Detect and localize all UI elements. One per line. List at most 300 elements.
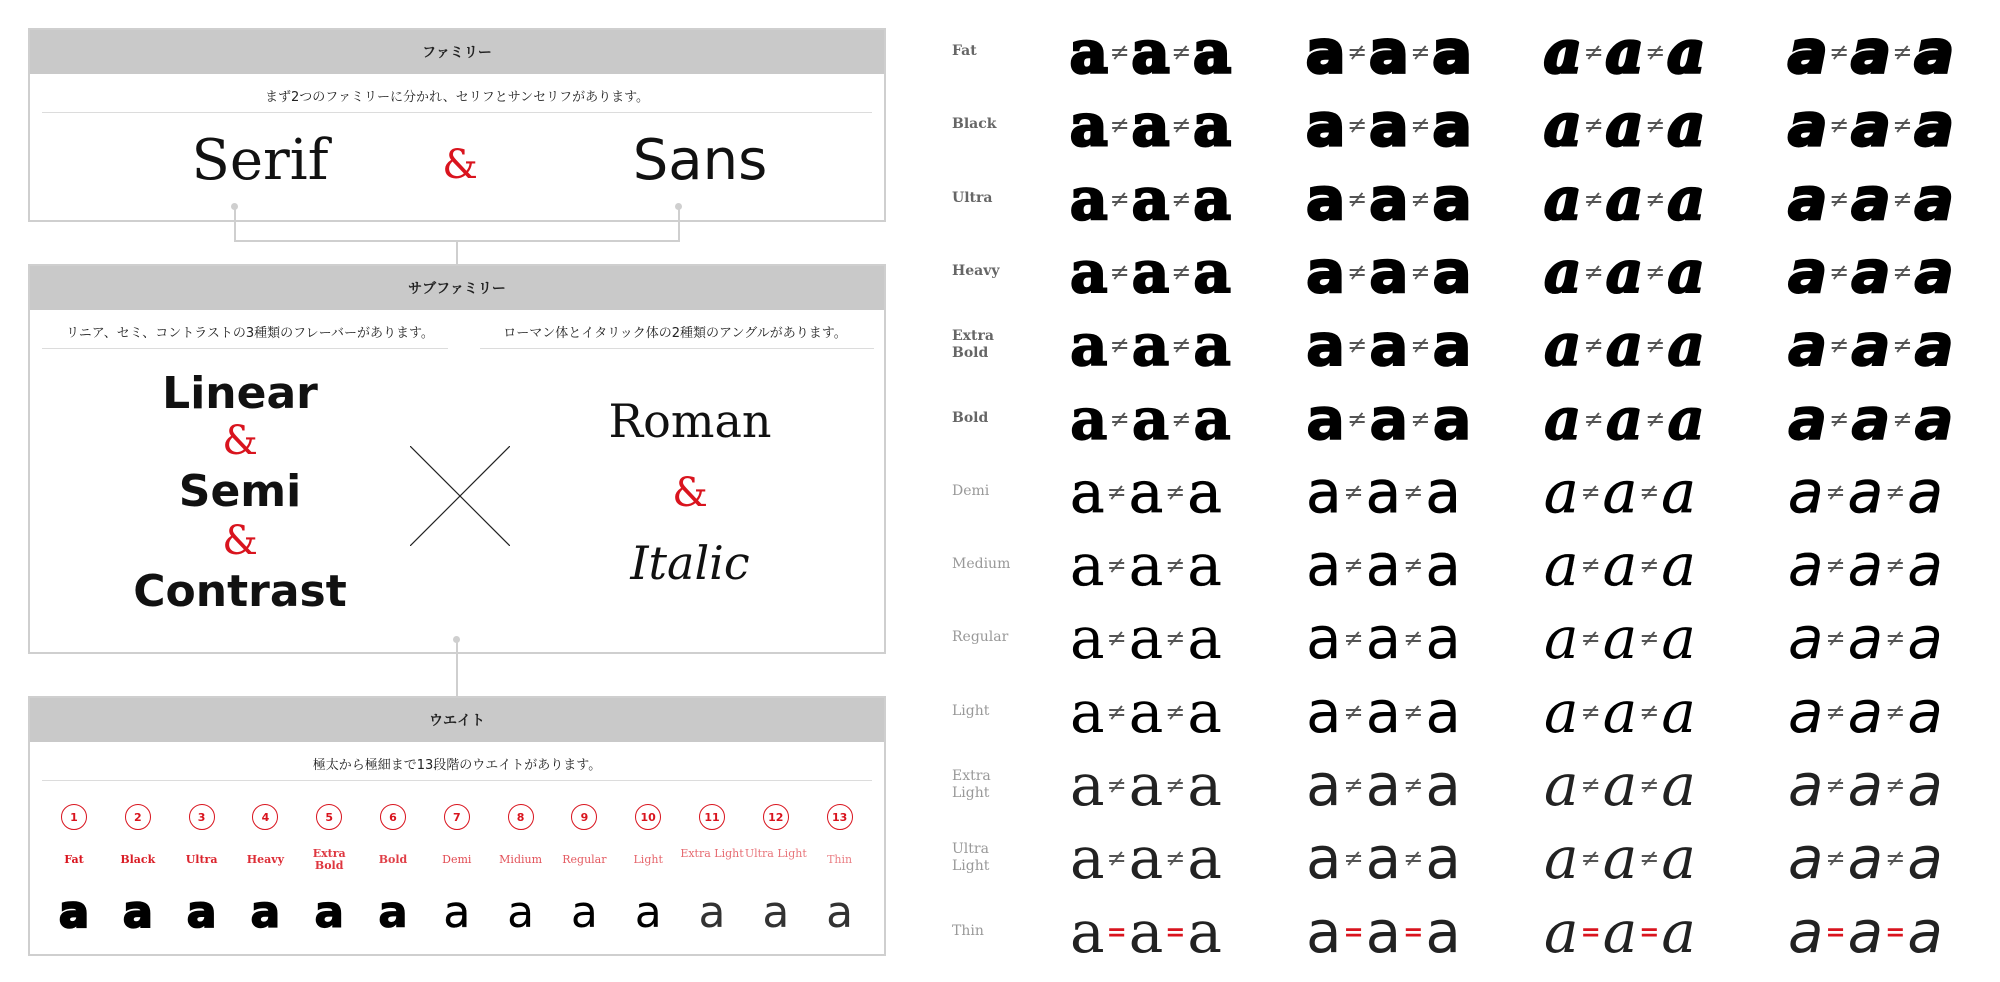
not-equal-sign: ≠ (1171, 111, 1192, 140)
glyph-comparison (1070, 311, 1231, 380)
glyph-comparison (1544, 751, 1696, 819)
glyph-a: a (1847, 457, 1884, 526)
glyph-a: a (1602, 751, 1638, 819)
glyph-comparison (1306, 531, 1461, 600)
weight-label: Regular (562, 853, 607, 866)
glyph-a: a (1425, 751, 1461, 819)
not-equal-sign: ≠ (1403, 697, 1424, 726)
weight-divider (42, 780, 872, 781)
not-equal-sign: ≠ (1106, 844, 1127, 873)
weight-number: 12 (763, 804, 789, 830)
glyph-comparison (1070, 237, 1231, 306)
weight-row-label: Light (952, 702, 990, 719)
connector-line (456, 240, 458, 266)
glyph-comparison (1306, 824, 1461, 893)
glyph-a: a (1306, 604, 1342, 673)
flavor-ampersand: & (222, 418, 258, 464)
not-equal-sign: ≠ (1885, 697, 1906, 726)
not-equal-sign: ≠ (1885, 771, 1906, 799)
glyph-a: a (1187, 457, 1222, 526)
not-equal-sign: ≠ (1639, 477, 1660, 506)
glyph-a: a (1788, 18, 1828, 86)
not-equal-sign: ≠ (1343, 771, 1364, 799)
not-equal-sign: ≠ (1580, 477, 1601, 506)
flavor-ampersand: & (222, 518, 258, 564)
glyph-a: a (1187, 897, 1222, 966)
glyph-a: a (1070, 751, 1105, 819)
glyph-a: a (1306, 91, 1346, 160)
glyph-a: a (1544, 897, 1579, 966)
glyph-a: a (1306, 164, 1346, 233)
glyph-comparison (1544, 531, 1696, 600)
glyph-a: a (1306, 457, 1342, 526)
glyph-a: a (1070, 897, 1105, 966)
not-equal-sign: ≠ (1106, 477, 1127, 506)
not-equal-sign: ≠ (1410, 257, 1431, 286)
glyph-a: a (1365, 751, 1402, 819)
equals-sign: = (1403, 917, 1424, 946)
glyph-comparison (1788, 604, 1943, 673)
glyph-a: a (1070, 18, 1108, 86)
glyph-comparison (1306, 677, 1461, 746)
glyph-comparison (1306, 457, 1461, 526)
glyph-a: a (1187, 531, 1222, 600)
glyph-a: a (1128, 751, 1164, 819)
weight-glyph: a (378, 887, 408, 938)
glyph-comparison (1544, 164, 1705, 233)
flavor-divider (42, 348, 448, 349)
weight-row-label: Extra Bold (952, 328, 994, 362)
glyph-a: a (1425, 604, 1461, 673)
glyph-a: a (1070, 91, 1108, 160)
weight-glyph: a (634, 887, 662, 938)
glyph-a: a (1667, 164, 1705, 233)
connector-line (678, 207, 680, 241)
not-equal-sign: ≠ (1645, 38, 1666, 66)
glyph-a: a (1661, 897, 1696, 966)
glyph-a: a (1544, 164, 1582, 233)
glyph-comparison (1070, 457, 1222, 526)
not-equal-sign: ≠ (1410, 38, 1431, 66)
not-equal-sign: ≠ (1171, 184, 1192, 213)
glyph-comparison (1306, 237, 1472, 306)
glyph-a: a (1667, 91, 1705, 160)
glyph-a: a (1131, 311, 1170, 380)
glyph-a: a (1070, 824, 1105, 893)
glyph-a: a (1544, 531, 1579, 600)
glyph-a: a (1847, 824, 1884, 893)
glyph-comparison (1544, 824, 1696, 893)
glyph-comparison (1788, 824, 1943, 893)
flavor-description: リニア、セミ、コントラストの3種類のフレーバーがあります。 (66, 326, 434, 341)
glyph-a: a (1365, 824, 1402, 893)
not-equal-sign: ≠ (1583, 331, 1604, 360)
weight-label: Black (120, 853, 156, 866)
glyph-comparison (1788, 457, 1943, 526)
not-equal-sign: ≠ (1825, 844, 1846, 873)
glyph-a: a (1432, 91, 1472, 160)
glyph-a: a (1306, 824, 1342, 893)
glyph-comparison (1544, 384, 1705, 453)
glyph-a: a (1306, 311, 1346, 380)
glyph-a: a (1907, 677, 1943, 746)
weight-number: 11 (699, 804, 725, 830)
glyph-a: a (1788, 897, 1824, 966)
semi-label: Semi (178, 466, 302, 517)
glyph-a: a (1907, 824, 1943, 893)
glyph-a: a (1667, 311, 1705, 380)
glyph-a: a (1070, 604, 1105, 673)
glyph-a: a (1907, 897, 1943, 966)
weight-glyph: a (59, 887, 89, 938)
glyph-a: a (1128, 457, 1164, 526)
subfamily-panel (28, 264, 886, 654)
glyph-a: a (1788, 311, 1828, 380)
glyph-a: a (1851, 237, 1891, 306)
not-equal-sign: ≠ (1645, 404, 1666, 433)
not-equal-sign: ≠ (1410, 184, 1431, 213)
glyph-a: a (1369, 384, 1409, 453)
not-equal-sign: ≠ (1825, 771, 1846, 799)
sans-label: Sans (632, 128, 768, 193)
weight-row-label: Ultra (952, 189, 993, 206)
weight-row-label: Ultra Light (952, 841, 990, 875)
equals-sign: = (1343, 917, 1364, 946)
subfamily-heading: サブファミリー (30, 266, 884, 310)
glyph-a: a (1432, 164, 1472, 233)
glyph-a: a (1605, 91, 1644, 160)
glyph-comparison (1544, 897, 1696, 966)
glyph-a: a (1131, 91, 1170, 160)
contrast-label: Contrast (133, 566, 347, 617)
not-equal-sign: ≠ (1165, 551, 1186, 580)
glyph-a: a (1661, 677, 1696, 746)
glyph-a: a (1544, 237, 1582, 306)
serif-label: Serif (191, 128, 329, 193)
weight-number: 8 (508, 804, 534, 830)
glyph-a: a (1070, 164, 1108, 233)
not-equal-sign: ≠ (1829, 257, 1850, 286)
glyph-a: a (1602, 677, 1638, 746)
glyph-a: a (1187, 824, 1222, 893)
glyph-a: a (1193, 18, 1231, 86)
glyph-comparison (1788, 164, 1954, 233)
glyph-comparison (1306, 897, 1461, 966)
glyph-a: a (1131, 237, 1170, 306)
not-equal-sign: ≠ (1885, 477, 1906, 506)
not-equal-sign: ≠ (1106, 697, 1127, 726)
equals-sign: = (1639, 917, 1660, 946)
weight-number: 10 (635, 804, 661, 830)
not-equal-sign: ≠ (1410, 404, 1431, 433)
weight-glyph: a (122, 887, 153, 938)
angle-ampersand: & (672, 470, 708, 516)
glyph-a: a (1369, 164, 1409, 233)
angle-divider (480, 348, 874, 349)
weight-glyph: a (443, 887, 471, 938)
glyph-a: a (1432, 18, 1472, 86)
not-equal-sign: ≠ (1645, 257, 1666, 286)
not-equal-sign: ≠ (1580, 771, 1601, 799)
weight-label: Midium (499, 853, 543, 866)
not-equal-sign: ≠ (1639, 551, 1660, 580)
not-equal-sign: ≠ (1885, 624, 1906, 653)
not-equal-sign: ≠ (1347, 331, 1368, 360)
glyph-comparison (1544, 311, 1705, 380)
not-equal-sign: ≠ (1825, 477, 1846, 506)
weight-row-label: Heavy (952, 262, 1000, 279)
angle-description: ローマン体とイタリック体の2種類のアングルがあります。 (503, 326, 847, 341)
not-equal-sign: ≠ (1165, 477, 1186, 506)
glyph-a: a (1425, 677, 1461, 746)
glyph-a: a (1369, 18, 1409, 86)
not-equal-sign: ≠ (1410, 331, 1431, 360)
family-description: まず2つのファミリーに分かれ、セリフとサンセリフがあります。 (264, 90, 650, 105)
glyph-comparison (1306, 311, 1472, 380)
not-equal-sign: ≠ (1580, 624, 1601, 653)
not-equal-sign: ≠ (1347, 257, 1368, 286)
weight-glyph: a (762, 887, 790, 938)
glyph-a: a (1788, 164, 1828, 233)
glyph-comparison (1788, 237, 1954, 306)
not-equal-sign: ≠ (1403, 624, 1424, 653)
not-equal-sign: ≠ (1639, 697, 1660, 726)
glyph-a: a (1788, 237, 1828, 306)
glyph-comparison (1544, 604, 1696, 673)
weight-number: 4 (252, 804, 278, 830)
not-equal-sign: ≠ (1165, 771, 1186, 799)
glyph-a: a (1851, 384, 1891, 453)
glyph-a: a (1128, 897, 1164, 966)
glyph-a: a (1544, 311, 1582, 380)
family-ampersand: & (442, 142, 478, 188)
not-equal-sign: ≠ (1403, 844, 1424, 873)
italic-label: Italic (630, 536, 750, 590)
family-heading: ファミリー (30, 30, 884, 74)
glyph-a: a (1667, 384, 1705, 453)
glyph-a: a (1369, 311, 1409, 380)
glyph-comparison (1788, 531, 1943, 600)
glyph-a: a (1914, 164, 1954, 233)
glyph-a: a (1914, 237, 1954, 306)
glyph-a: a (1544, 824, 1579, 893)
glyph-a: a (1193, 384, 1231, 453)
not-equal-sign: ≠ (1892, 331, 1913, 360)
glyph-a: a (1432, 237, 1472, 306)
weight-glyph: a (507, 887, 535, 938)
weight-glyph: a (186, 887, 217, 938)
glyph-comparison (1306, 164, 1472, 233)
glyph-comparison (1788, 897, 1943, 966)
weight-glyph: a (826, 887, 854, 938)
not-equal-sign: ≠ (1829, 404, 1850, 433)
connector-line (456, 640, 458, 696)
glyph-a: a (1070, 311, 1108, 380)
not-equal-sign: ≠ (1639, 844, 1660, 873)
glyph-a: a (1914, 91, 1954, 160)
not-equal-sign: ≠ (1410, 111, 1431, 140)
glyph-a: a (1788, 824, 1824, 893)
glyph-comparison (1544, 457, 1696, 526)
glyph-a: a (1847, 604, 1884, 673)
glyph-a: a (1851, 18, 1891, 86)
glyph-a: a (1369, 237, 1409, 306)
not-equal-sign: ≠ (1343, 477, 1364, 506)
glyph-a: a (1193, 164, 1231, 233)
weight-number: 9 (571, 804, 597, 830)
glyph-a: a (1306, 897, 1342, 966)
weight-number: 7 (444, 804, 470, 830)
glyph-a: a (1788, 531, 1824, 600)
glyph-comparison (1788, 384, 1954, 453)
glyph-comparison (1788, 677, 1943, 746)
not-equal-sign: ≠ (1825, 551, 1846, 580)
not-equal-sign: ≠ (1829, 38, 1850, 66)
glyph-a: a (1907, 604, 1943, 673)
glyph-comparison (1070, 164, 1231, 233)
glyph-a: a (1131, 384, 1170, 453)
glyph-a: a (1365, 677, 1402, 746)
glyph-a: a (1128, 531, 1164, 600)
glyph-a: a (1131, 164, 1170, 233)
glyph-a: a (1128, 604, 1164, 673)
glyph-a: a (1907, 751, 1943, 819)
weight-row-label: Demi (952, 482, 990, 499)
not-equal-sign: ≠ (1106, 551, 1127, 580)
glyph-a: a (1914, 384, 1954, 453)
glyph-a: a (1602, 457, 1638, 526)
glyph-a: a (1788, 751, 1824, 819)
glyph-comparison (1070, 824, 1222, 893)
not-equal-sign: ≠ (1165, 844, 1186, 873)
not-equal-sign: ≠ (1583, 257, 1604, 286)
glyph-comparison (1070, 677, 1222, 746)
not-equal-sign: ≠ (1645, 331, 1666, 360)
weight-glyph: a (314, 887, 345, 938)
glyph-a: a (1070, 531, 1105, 600)
glyph-a: a (1365, 897, 1402, 966)
not-equal-sign: ≠ (1892, 111, 1913, 140)
not-equal-sign: ≠ (1109, 184, 1130, 213)
glyph-comparison (1070, 531, 1222, 600)
equals-sign: = (1165, 917, 1186, 946)
not-equal-sign: ≠ (1825, 624, 1846, 653)
glyph-a: a (1128, 677, 1164, 746)
weight-label: Fat (64, 853, 84, 866)
glyph-comparison (1788, 91, 1954, 160)
equals-sign: = (1580, 917, 1601, 946)
not-equal-sign: ≠ (1403, 551, 1424, 580)
glyph-a: a (1306, 18, 1346, 86)
weight-number: 3 (189, 804, 215, 830)
glyph-a: a (1306, 384, 1346, 453)
not-equal-sign: ≠ (1580, 551, 1601, 580)
glyph-a: a (1544, 677, 1579, 746)
glyph-comparison (1788, 311, 1954, 380)
not-equal-sign: ≠ (1645, 184, 1666, 213)
glyph-a: a (1306, 531, 1342, 600)
weight-row-label: Bold (952, 409, 989, 426)
weight-label: Demi (442, 853, 472, 866)
glyph-comparison (1070, 751, 1222, 819)
not-equal-sign: ≠ (1347, 184, 1368, 213)
glyph-a: a (1847, 677, 1884, 746)
glyph-a: a (1907, 457, 1943, 526)
roman-label: Roman (608, 394, 772, 448)
not-equal-sign: ≠ (1347, 404, 1368, 433)
glyph-a: a (1788, 384, 1828, 453)
glyph-a: a (1788, 91, 1828, 160)
glyph-comparison (1788, 18, 1954, 86)
glyph-a: a (1914, 18, 1954, 86)
weight-number: 6 (380, 804, 406, 830)
weight-row-label: Fat (952, 43, 977, 59)
glyph-a: a (1369, 91, 1409, 160)
cross-symbol (410, 446, 510, 546)
glyph-a: a (1187, 604, 1222, 673)
glyph-a: a (1365, 457, 1402, 526)
glyph-a: a (1661, 824, 1696, 893)
not-equal-sign: ≠ (1106, 624, 1127, 653)
not-equal-sign: ≠ (1583, 111, 1604, 140)
not-equal-sign: ≠ (1583, 184, 1604, 213)
not-equal-sign: ≠ (1892, 38, 1913, 66)
equals-sign: = (1885, 917, 1906, 946)
glyph-comparison (1306, 751, 1461, 819)
not-equal-sign: ≠ (1343, 551, 1364, 580)
not-equal-sign: ≠ (1580, 697, 1601, 726)
glyph-a: a (1661, 604, 1696, 673)
glyph-a: a (1306, 751, 1342, 819)
weight-number: 5 (316, 804, 342, 830)
glyph-a: a (1425, 457, 1461, 526)
glyph-a: a (1605, 311, 1644, 380)
glyph-comparison (1070, 897, 1222, 966)
not-equal-sign: ≠ (1829, 111, 1850, 140)
glyph-a: a (1605, 384, 1644, 453)
glyph-a: a (1667, 18, 1705, 86)
not-equal-sign: ≠ (1109, 331, 1130, 360)
glyph-comparison (1070, 604, 1222, 673)
weight-glyph: a (570, 887, 598, 938)
not-equal-sign: ≠ (1829, 331, 1850, 360)
not-equal-sign: ≠ (1825, 697, 1846, 726)
weight-row-label: Regular (952, 629, 1009, 646)
glyph-a: a (1128, 824, 1164, 893)
weight-row-label: Medium (952, 556, 1011, 573)
glyph-a: a (1425, 531, 1461, 600)
glyph-a: a (1847, 751, 1884, 819)
glyph-a: a (1914, 311, 1954, 380)
not-equal-sign: ≠ (1165, 624, 1186, 653)
glyph-a: a (1425, 897, 1461, 966)
glyph-a: a (1432, 384, 1472, 453)
glyph-a: a (1365, 531, 1402, 600)
glyph-comparison (1544, 91, 1705, 160)
not-equal-sign: ≠ (1347, 38, 1368, 66)
weight-label: Ultra Light (744, 847, 807, 860)
glyph-a: a (1851, 91, 1891, 160)
glyph-comparison (1306, 18, 1472, 86)
glyph-a: a (1306, 237, 1346, 306)
glyph-a: a (1661, 751, 1696, 819)
glyph-a: a (1425, 824, 1461, 893)
glyph-a: a (1070, 237, 1108, 306)
glyph-a: a (1851, 311, 1891, 380)
weight-number: 1 (61, 804, 87, 830)
not-equal-sign: ≠ (1106, 771, 1127, 799)
not-equal-sign: ≠ (1343, 844, 1364, 873)
